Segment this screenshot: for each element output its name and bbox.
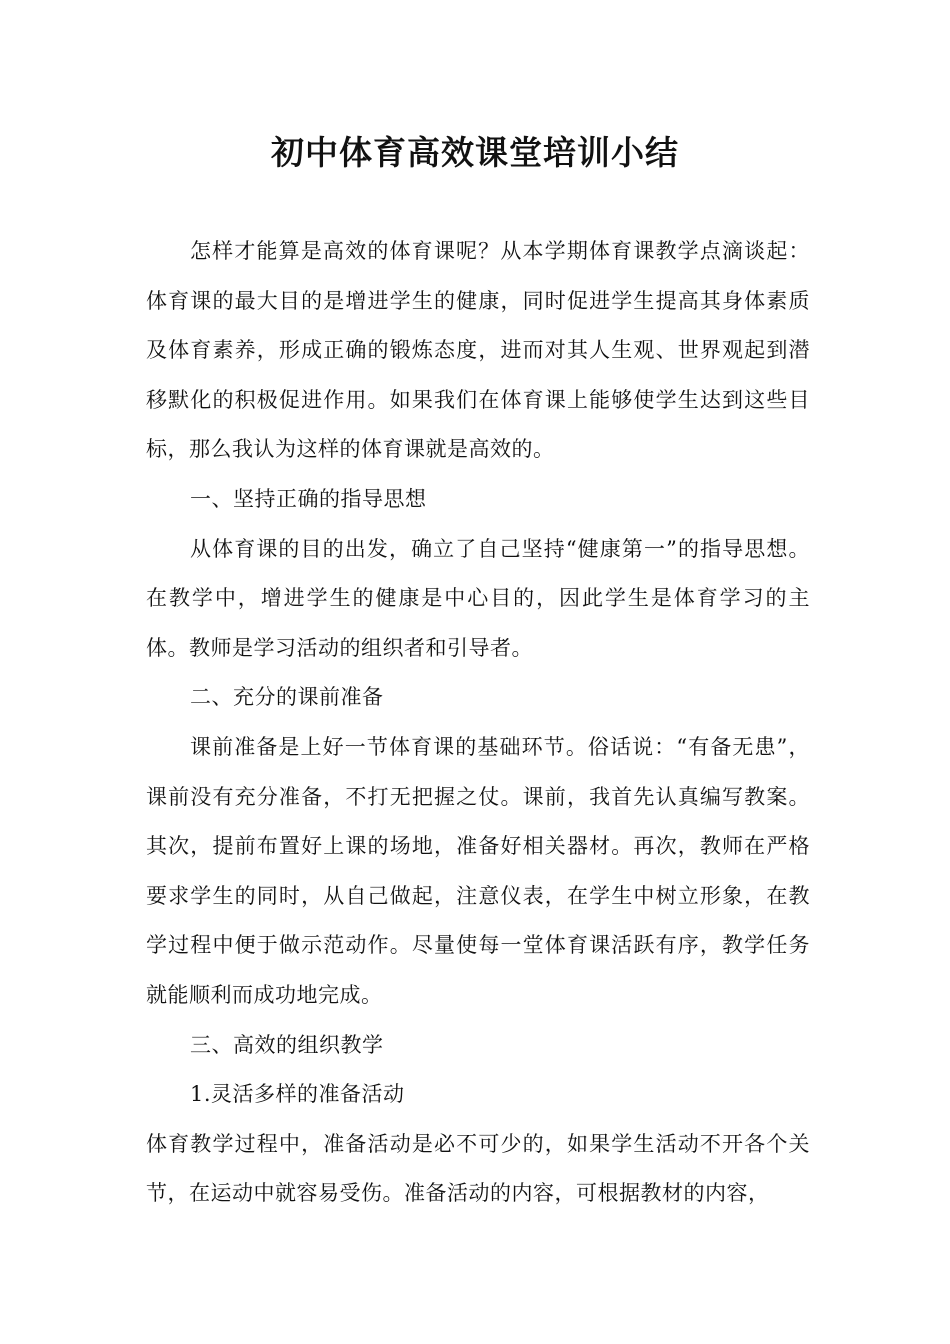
section-heading-1: 一、坚持正确的指导思想 [190,486,427,511]
section-1-paragraph: 从体育课的目的出发，确立了自己坚持“健康第一”的指导思想。在教学中，增进学生的健康是中心目的，因此学生是体育学习的主体。教师是学习活动的组织者和引导者。 [146,536,810,660]
document-body [146,227,810,1219]
section-heading-3: 三、高效的组织教学 [190,1032,384,1057]
subsection-heading-1: 1.灵活多样的准备活动 [190,1082,405,1107]
section-heading-2: 二、充分的课前准备 [190,685,384,710]
document-title: 初中体育高效课堂培训小结 [271,133,679,172]
section-2-paragraph: 课前准备是上好一节体育课的基础环节。俗话说：“有备无患”，课前没有充分准备，不打无把握之仗。课前，我首先认真编写教案。其次，提前布置好上课的场地，准备好相关器材。再次，教师在严格要求学生的同时，从自己做起，注意仪表，在学生中树立形象，在教学过程中便于做示范动作。尽量使每一堂体育课活跃有序，教学任务就能顺利而成功地完成。 [146,734,810,1007]
intro-paragraph: 怎样才能算是高效的体育课呢？从本学期体育课教学点滴谈起：体育课的最大目的是增进学生的健康，同时促进学生提高其身体素质及体育素养，形成正确的锻炼态度，进而对其人生观、世界观起到潜移默化的积极促进作用。如果我们在体育课上能够使学生达到这些目标，那么我认为这样的体育课就是高效的。 [146,239,810,462]
subsection-1-paragraph: 体育教学过程中，准备活动是必不可少的，如果学生活动不开各个关节，在运动中就容易受伤。准备活动的内容，可根据教材的内容， [146,1131,810,1206]
